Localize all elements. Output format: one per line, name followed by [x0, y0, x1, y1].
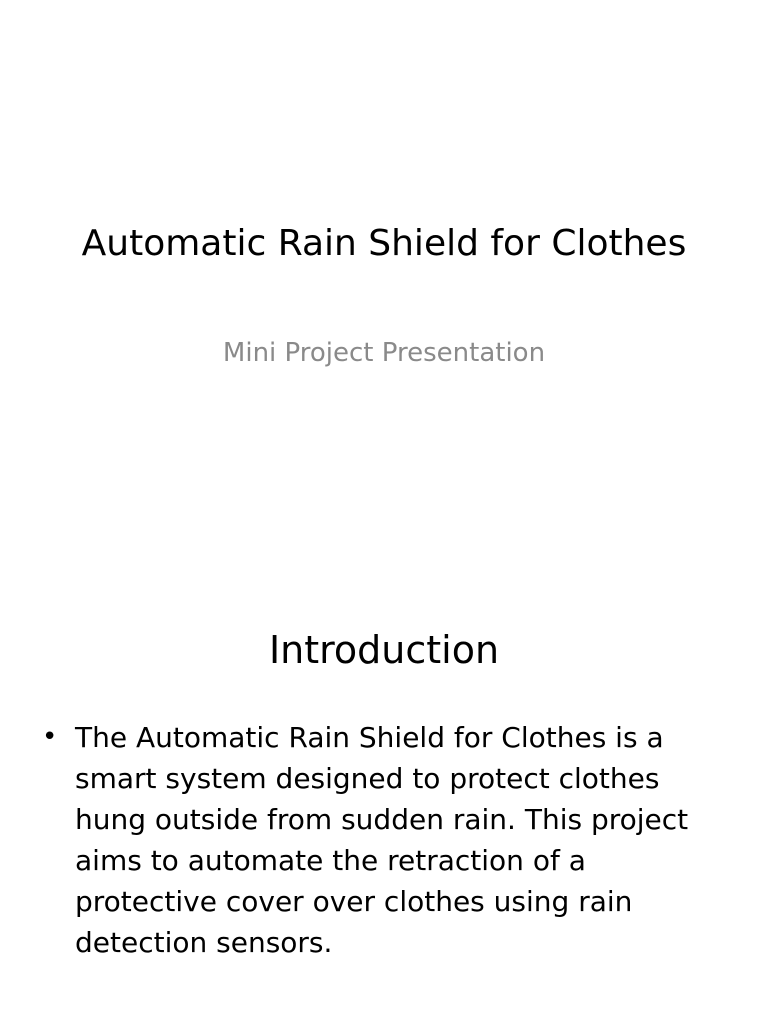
slide-introduction [0, 512, 768, 1024]
presentation-subtitle: Mini Project Presentation [222, 338, 546, 368]
bullet-item [38, 717, 718, 963]
bullet-text: The Automatic Rain Shield for Clothes is a smart system designed to protect clothes hung outside from sudden rain. This project aims to automate the retraction of a protective cover over clothes using rain detection sensors. [75, 721, 689, 959]
presentation-title: Automatic Rain Shield for Clothes [81, 223, 687, 264]
slide-heading: Introduction [268, 628, 500, 672]
bullet-marker: • [42, 722, 58, 752]
bullet-list [38, 717, 718, 963]
